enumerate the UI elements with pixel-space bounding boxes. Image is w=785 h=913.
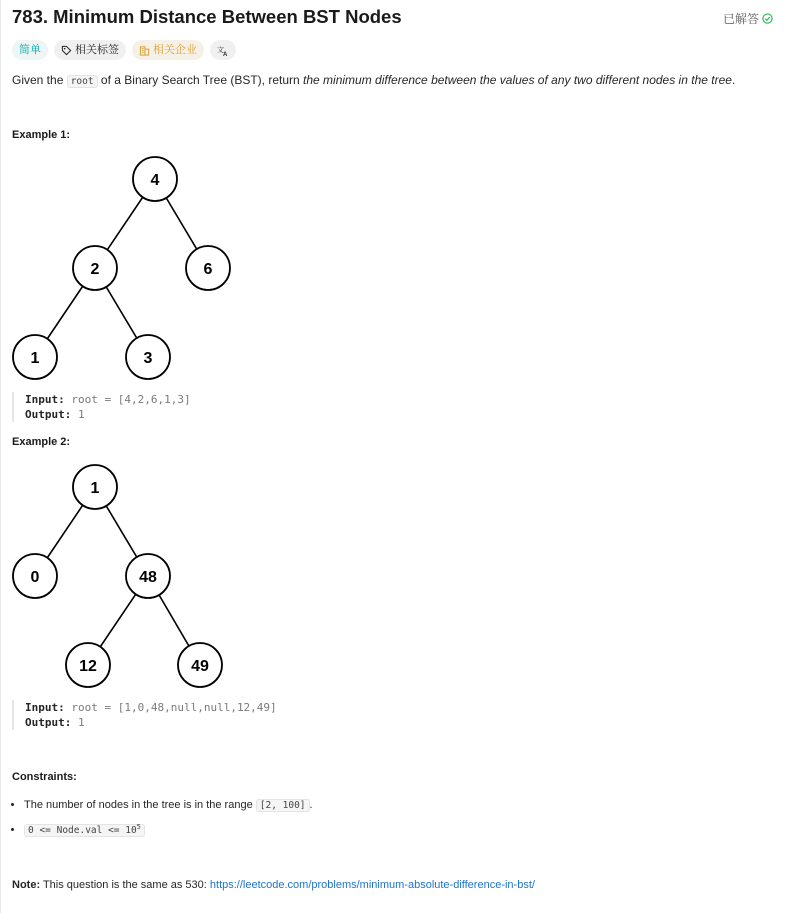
tree-node (126, 554, 170, 598)
svg-text:文: 文 (217, 46, 224, 54)
example-1-io (12, 392, 325, 422)
tree-node (73, 246, 117, 290)
constraint-2-exponent: 5 (136, 823, 141, 831)
node-value: 0 (30, 569, 40, 586)
solved-status (723, 10, 773, 27)
tree-node (13, 554, 57, 598)
output-value: 1 (77, 716, 85, 729)
related-companies-button[interactable] (132, 40, 204, 60)
note-link[interactable]: https://leetcode.com/problems/minimum-absolute-difference-in-bst/ (209, 879, 535, 891)
desc-code-root: root (67, 75, 98, 88)
desc-middle: of a Binary Search Tree (BST), return (97, 73, 304, 87)
translate-button[interactable] (210, 40, 236, 60)
tag-row (12, 40, 236, 60)
node-value: 12 (79, 658, 97, 675)
constraint-2-text: 0 <= Node.val <= 10 (28, 825, 137, 837)
desc-emphasis: the minimum difference between the values of any two different nodes in the tree (303, 73, 732, 87)
example-2-io (12, 700, 325, 730)
constraint-1-code: [2, 100] (256, 799, 310, 812)
example-2-heading: Example 2: (12, 436, 71, 448)
example-1-heading: Example 1: (12, 129, 71, 141)
node-value: 3 (143, 350, 153, 367)
input-value: root = [1,0,48,null,null,12,49] (71, 701, 277, 714)
svg-text:A: A (223, 51, 228, 56)
tree-node (186, 246, 230, 290)
constraint-item (24, 799, 313, 811)
constraints-list (10, 799, 313, 848)
node-value: 4 (150, 172, 160, 189)
problem-title: 783. Minimum Distance Between BST Nodes (12, 6, 402, 27)
building-icon (139, 45, 150, 56)
node-value: 1 (90, 480, 100, 497)
translate-icon (217, 45, 229, 56)
output-label: Output: (25, 408, 72, 421)
desc-prefix: Given the (12, 73, 67, 87)
output-label: Output: (25, 716, 72, 729)
solved-label: 已解答 (722, 12, 759, 26)
tree-node (73, 465, 117, 509)
node-value: 2 (90, 261, 100, 278)
note-label: Note: (12, 879, 41, 891)
tree-node (126, 335, 170, 379)
tag-icon (61, 45, 72, 56)
tree-node (178, 643, 222, 687)
difficulty-badge[interactable]: 简单 (12, 40, 48, 60)
related-tags-button[interactable] (54, 40, 126, 60)
note (12, 879, 535, 891)
example-1-tree-diagram (0, 145, 260, 385)
related-tags-label: 相关标签 (75, 44, 119, 56)
desc-suffix: . (731, 73, 736, 87)
node-value: 6 (203, 261, 213, 278)
tree-node (133, 157, 177, 201)
tree-node (13, 335, 57, 379)
constraint-item (24, 823, 313, 836)
note-text: This question is the same as 530: (40, 879, 210, 891)
problem-description (12, 72, 735, 90)
node-value: 1 (30, 350, 40, 367)
check-circle-icon (762, 13, 773, 24)
tree-node (66, 643, 110, 687)
node-value: 49 (191, 658, 209, 675)
constraint-1-prefix: The number of nodes in the tree is in the range (24, 799, 256, 811)
related-companies-label: 相关企业 (153, 44, 197, 56)
output-value: 1 (77, 408, 85, 421)
constraint-2-code (24, 824, 145, 837)
input-label: Input: (25, 393, 65, 406)
constraint-1-suffix: . (309, 799, 313, 811)
input-value: root = [4,2,6,1,3] (71, 393, 191, 406)
example-2-tree-diagram (0, 453, 260, 693)
node-value: 48 (139, 569, 157, 586)
input-label: Input: (25, 701, 65, 714)
constraints-heading: Constraints: (12, 771, 77, 783)
